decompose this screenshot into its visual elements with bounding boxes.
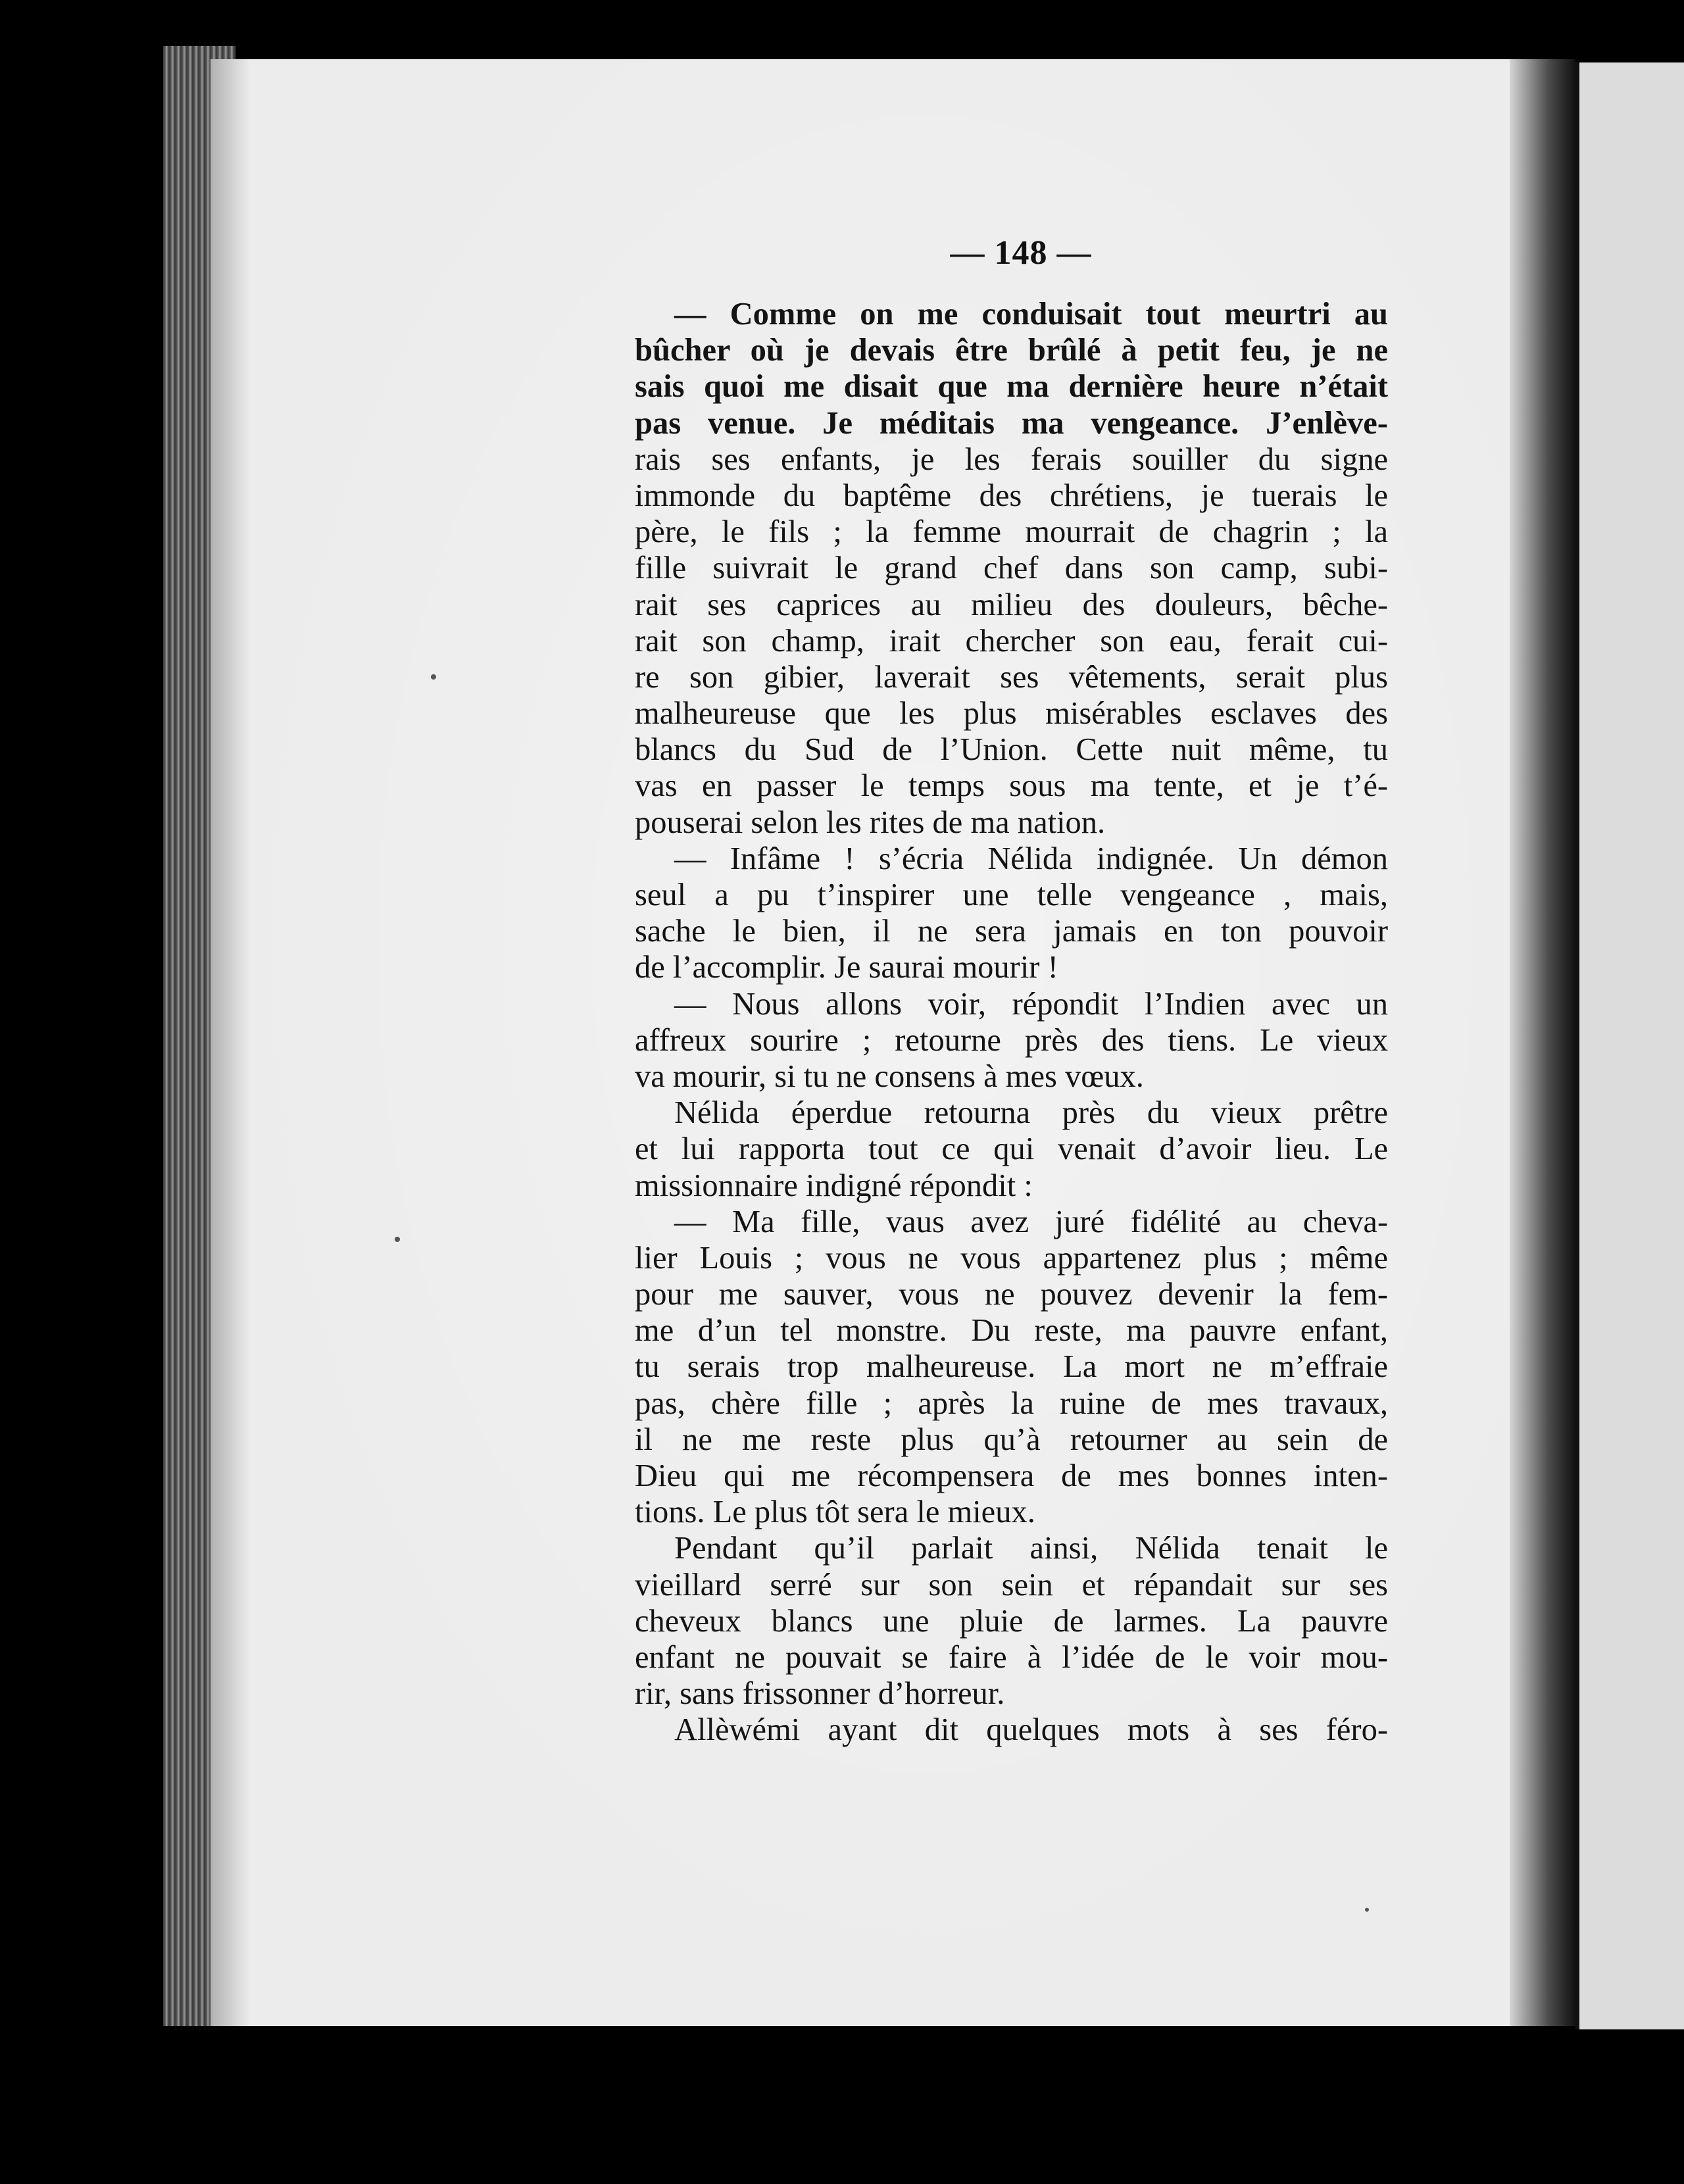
body-text xyxy=(635,296,1388,1749)
text-line: rait ses caprices au milieu des douleurs, bêche- xyxy=(635,587,1388,622)
text-line: re son gibier, laverait ses vêtements, serait plus xyxy=(635,659,1388,695)
facing-page-edge xyxy=(1575,62,1684,2029)
text-line: malheureuse que les plus misérables esclaves des xyxy=(635,696,1388,732)
text-line: pas, chère fille ; après la ruine de mes travaux, xyxy=(635,1385,1388,1421)
text-line: affreux sourire ; retourne près des tiens. Le vieux xyxy=(635,1022,1388,1058)
text-line: immonde du baptême des chrétiens, je tuerais le xyxy=(635,478,1388,513)
text-line: Allèwémi ayant dit quelques mots à ses féro- xyxy=(674,1712,1388,1748)
text-line: père, le fils ; la femme mourrait de chagrin ; la xyxy=(635,514,1388,550)
text-line: va mourir, si tu ne consens à mes vœux. xyxy=(635,1058,1144,1094)
text-line: missionnaire indigné répondit : xyxy=(635,1168,1033,1203)
text-line: seul a pu t’inspirer une telle vengeance , mais, xyxy=(635,878,1388,912)
text-line: et lui rapporta tout ce qui venait d’avoir lieu. Le xyxy=(635,1131,1388,1167)
text-line: Pendant qu’il parlait ainsi, Nélida tenait le xyxy=(674,1531,1388,1566)
text-line: lier Louis ; vous ne vous appartenez plus ; même xyxy=(635,1240,1388,1276)
book-gutter xyxy=(1510,59,1575,2026)
text-line: vieillard serré sur son sein et répandait sur ses xyxy=(635,1567,1388,1602)
text-line: — Infâme ! s’écria Nélida indignée. Un démon xyxy=(674,841,1388,876)
text-line: pas venue. Je méditais ma vengeance. J’enlève- xyxy=(635,405,1388,441)
text-line: tu serais trop malheureuse. La mort ne m’effraie xyxy=(635,1349,1388,1385)
text-line: — Comme on me conduisait tout meurtri au xyxy=(674,297,1388,332)
text-line: pour me sauver, vous ne pouvez devenir la fem- xyxy=(635,1277,1388,1312)
text-line: tions. Le plus tôt sera le mieux. xyxy=(635,1495,1035,1530)
paper-speck xyxy=(395,1237,400,1242)
text-line: cheveux blancs une pluie de larmes. La pauvre xyxy=(635,1603,1388,1639)
text-line: Nélida éperdue retourna près du vieux prêtre xyxy=(674,1095,1388,1131)
text-line: — Nous allons voir, répondit l’Indien avec un xyxy=(674,986,1388,1022)
page-number: — 148 — xyxy=(950,234,1092,272)
text-line: il ne me reste plus qu’à retourner au sein de xyxy=(635,1422,1388,1457)
text-line: sais quoi me disait que ma dernière heure n’était xyxy=(635,369,1388,405)
text-line: fille suivrait le grand chef dans son camp, subi- xyxy=(635,551,1388,586)
text-line: pouserai selon les rites de ma nation. xyxy=(635,805,1106,840)
text-line: enfant ne pouvait se faire à l’idée de le voir mou- xyxy=(635,1639,1388,1675)
text-line: me d’un tel monstre. Du reste, ma pauvre enfant, xyxy=(635,1313,1388,1349)
text-line: rir, sans frissonner d’horreur. xyxy=(635,1676,1005,1712)
paper-speck xyxy=(1365,1908,1369,1912)
text-line: vas en passer le temps sous ma tente, et je t’é- xyxy=(635,768,1388,804)
text-line: de l’accomplir. Je saurai mourir ! xyxy=(635,950,1058,985)
text-line: rais ses enfants, je les ferais souiller du signe xyxy=(635,441,1388,477)
text-line: rait son champ, irait chercher son eau, ferait cui- xyxy=(635,623,1388,658)
text-line: sache le bien, il ne sera jamais en ton pouvoir xyxy=(635,914,1388,949)
text-line: Dieu qui me récompensera de mes bonnes inten- xyxy=(635,1458,1388,1493)
paper-speck xyxy=(431,674,436,680)
text-line: bûcher où je devais être brûlé à petit feu, je ne xyxy=(635,333,1388,368)
text-line: blancs du Sud de l’Union. Cette nuit même, tu xyxy=(635,732,1388,768)
text-line: — Ma fille, vaus avez juré fidélité au cheva- xyxy=(674,1204,1388,1239)
